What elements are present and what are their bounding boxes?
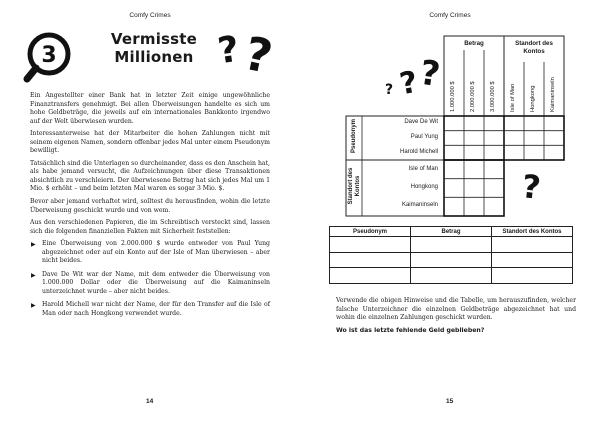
answer-cell[interactable]: [411, 268, 492, 284]
answer-cell[interactable]: [330, 252, 411, 268]
paragraph: Aus den verschiedenen Papieren, die im Schreibtisch versteckt sind, lassen sich die folgenden finanziellen Fakten mit Sicherheit feststellen:: [30, 219, 270, 235]
triangle-bullet-icon: ▶: [31, 241, 36, 249]
table-header: Betrag: [411, 227, 492, 237]
clue-list: [30, 240, 270, 318]
table-row: [330, 237, 573, 253]
answer-cell[interactable]: [492, 252, 573, 268]
clue-item: ▶ Eine Überweisung von 2.000.000 $ wurde entweder von Paul Yung abgezeichnet oder auf ein Konto auf der Isle of Man überwiesen – aber nicht beides.: [31, 240, 270, 265]
question-mark-icon: ?: [417, 52, 443, 96]
magnifier-icon: [22, 30, 76, 84]
question-mark-icon: ?: [215, 28, 242, 73]
table-row: [330, 252, 573, 268]
running-head-left: Comfy Crimes: [129, 12, 171, 19]
title-line-2: Millionen: [114, 48, 194, 66]
table-header: Pseudonym: [330, 227, 411, 237]
grid-col-label: 3.000.000 $: [490, 81, 496, 112]
question-mark-icon: ?: [385, 82, 394, 98]
question: Wo ist das letzte fehlende Geld geblieben?: [336, 326, 485, 334]
grid-group-betrag: Betrag: [464, 40, 484, 47]
answer-cell[interactable]: [492, 237, 573, 253]
grid-side-standort: Standort des Kontos: [348, 167, 361, 205]
grid-row-label: Kaimaninseln: [401, 202, 438, 208]
triangle-bullet-icon: ▶: [31, 271, 36, 279]
grid-col-label: Hongkong: [530, 85, 536, 112]
page-number-right: 15: [446, 398, 454, 405]
instructions: Verwende die obigen Hinweise und die Tabelle, um herauszufinden, welcher falsche Unterzeichner die einzelnen Geldbeträge abgezeichnet hat und wohin die einzelnen Zahlungen geschickt wurden.: [336, 297, 576, 322]
answer-table: [329, 226, 573, 284]
question-mark-icon: ?: [397, 64, 421, 103]
grid-row-label: Paul Yung: [410, 134, 438, 140]
title-line-1: Vermisste: [110, 30, 198, 48]
answer-cell[interactable]: [330, 237, 411, 253]
grid-col-label: Isle of Man: [510, 83, 516, 112]
page-title: [104, 30, 204, 66]
question-mark-icon: ?: [520, 167, 543, 207]
paragraph: Bevor aber jemand verhaftet wird, solltest du herausfinden, wohin die letzte Überweisung geschickt wurde und von wem.: [30, 198, 270, 214]
puzzle-number: 3: [41, 43, 57, 68]
grid-col-label: 1.000.000 $: [450, 81, 456, 112]
story-text: [30, 92, 270, 324]
answer-cell[interactable]: [330, 268, 411, 284]
grid-row-label: Harold Michell: [399, 149, 438, 155]
grid-row-label: Hongkong: [410, 184, 438, 190]
right-page: [300, 0, 600, 426]
triangle-bullet-icon: ▶: [31, 302, 36, 310]
clue-item: ▶ Dave De Wit war der Name, mit dem entweder die Überweisung von 1.000.000 Dollar oder die Überweisung auf die Kaimaninseln unterzeichnet wurde – aber nicht beides.: [31, 270, 270, 295]
grid-side-pseudonym: Pseudonym: [351, 119, 357, 154]
answer-cell[interactable]: [411, 237, 492, 253]
table-header: Standort des Kontos: [492, 227, 573, 237]
answer-cell[interactable]: [411, 252, 492, 268]
clue-item: ▶ Harold Michell war nicht der Name, der für den Transfer auf die Isle of Man oder nach Hongkong verwendet wurde.: [31, 301, 270, 318]
grid-group-standort: Standort des Kontos: [515, 40, 553, 55]
grid-col-label: Kaimaninseln: [550, 77, 556, 112]
page-number-left: 14: [146, 398, 154, 405]
table-header-row: [330, 227, 573, 237]
grid-row-label: Isle of Man: [408, 166, 438, 172]
paragraph: Ein Angestellter einer Bank hat in letzter Zeit einige ungewöhnliche Finanztransfers genehmigt. Bei allen Überweisungen handelte es sich um hohe Geldbeträge, die jeweils auf ein internationales Bankkonto irgendwo auf der Welt überwiesen wurden.: [30, 92, 270, 125]
instructions-text: [336, 297, 576, 339]
answer-cell[interactable]: [492, 268, 573, 284]
paragraph: Interessanterweise hat der Mitarbeiter die hohen Zahlungen nicht mit seinem eigenen Namen, sondern offenbar jedes Mal unter einem Pseudonym bewilligt.: [30, 130, 270, 155]
table-row: [330, 268, 573, 284]
question-mark-icon: ?: [239, 25, 278, 85]
paragraph: Tatsächlich sind die Unterlagen so durcheinander, dass es den Anschein hat, als habe jemand versucht, die Aufzeichnungen über diese Transaktionen absichtlich zu verschleiern. Der überwiesene Betrag hat sich jedes Mal um 1 Mio. $ erhöht – und beim letzten Mal waren es sogar 3 Mio. $.: [30, 159, 270, 193]
grid-row-label: Dave De Wit: [404, 119, 438, 125]
grid-col-label: 2.000.000 $: [470, 81, 476, 112]
running-head-right: Comfy Crimes: [429, 12, 471, 19]
